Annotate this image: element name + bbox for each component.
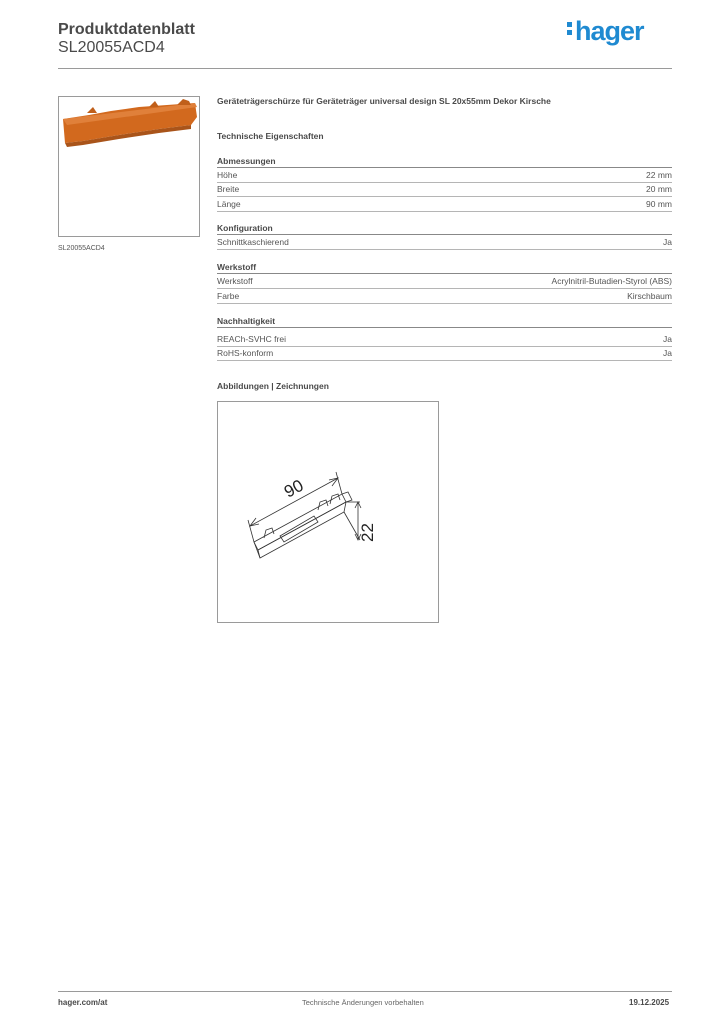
hager-logo <box>567 16 644 47</box>
prop-label: RoHS-konform <box>217 348 274 358</box>
footer-note: Technische Änderungen vorbehalten <box>302 998 424 1007</box>
group-heading-nachhaltigkeit: Nachhaltigkeit <box>217 316 672 328</box>
prop-label: Schnittkaschierend <box>217 237 289 247</box>
prop-label: Werkstoff <box>217 276 253 286</box>
technical-drawing <box>217 401 439 623</box>
prop-value: 90 mm <box>646 199 672 209</box>
prop-value: Ja <box>663 334 672 344</box>
dim-height-label: 22 <box>358 523 377 542</box>
prop-row-rohs <box>217 347 672 361</box>
product-description: Geräteträgerschürze für Geräteträger universal design SL 20x55mm Dekor Kirsche <box>217 96 551 106</box>
dimension-drawing-icon <box>218 402 438 622</box>
prop-row-schnittkaschierend <box>217 236 672 250</box>
logo-dots-icon <box>567 19 573 38</box>
tech-heading: Technische Eigenschaften <box>217 131 324 141</box>
product-image <box>58 96 200 237</box>
footer-date: 19.12.2025 <box>629 998 670 1007</box>
prop-label: REACh-SVHC frei <box>217 334 286 344</box>
group-heading-abmessungen: Abmessungen <box>217 156 672 168</box>
logo-text: hager <box>575 16 644 46</box>
prop-row-laenge <box>217 198 672 212</box>
prop-value: Ja <box>663 348 672 358</box>
prop-label: Farbe <box>217 291 240 301</box>
prop-value: 20 mm <box>646 184 672 194</box>
product-caption: SL20055ACD4 <box>58 245 105 252</box>
prop-row-reach <box>217 333 672 347</box>
drawings-heading: Abbildungen | Zeichnungen <box>217 381 329 391</box>
prop-label: Höhe <box>217 170 238 180</box>
prop-row-farbe <box>217 290 672 304</box>
group-heading-konfiguration: Konfiguration <box>217 223 672 235</box>
prop-label: Breite <box>217 184 240 194</box>
header-divider <box>58 68 672 69</box>
prop-value: Acrylnitril-Butadien-Styrol (ABS) <box>551 276 672 286</box>
prop-value: Ja <box>663 237 672 247</box>
footer-divider <box>58 991 672 992</box>
group-heading-werkstoff: Werkstoff <box>217 262 672 274</box>
product-code: SL20055ACD4 <box>58 39 165 56</box>
page-title: Produktdatenblatt <box>58 21 195 38</box>
prop-value: Kirschbaum <box>627 291 672 301</box>
footer-website[interactable]: hager.com/at <box>58 998 108 1007</box>
prop-row-werkstoff <box>217 275 672 289</box>
prop-row-breite <box>217 183 672 197</box>
prop-label: Länge <box>217 199 241 209</box>
dim-length-label: 90 <box>280 475 307 502</box>
prop-value: 22 mm <box>646 170 672 180</box>
prop-row-hoehe <box>217 169 672 183</box>
product-photo-icon <box>59 97 199 236</box>
